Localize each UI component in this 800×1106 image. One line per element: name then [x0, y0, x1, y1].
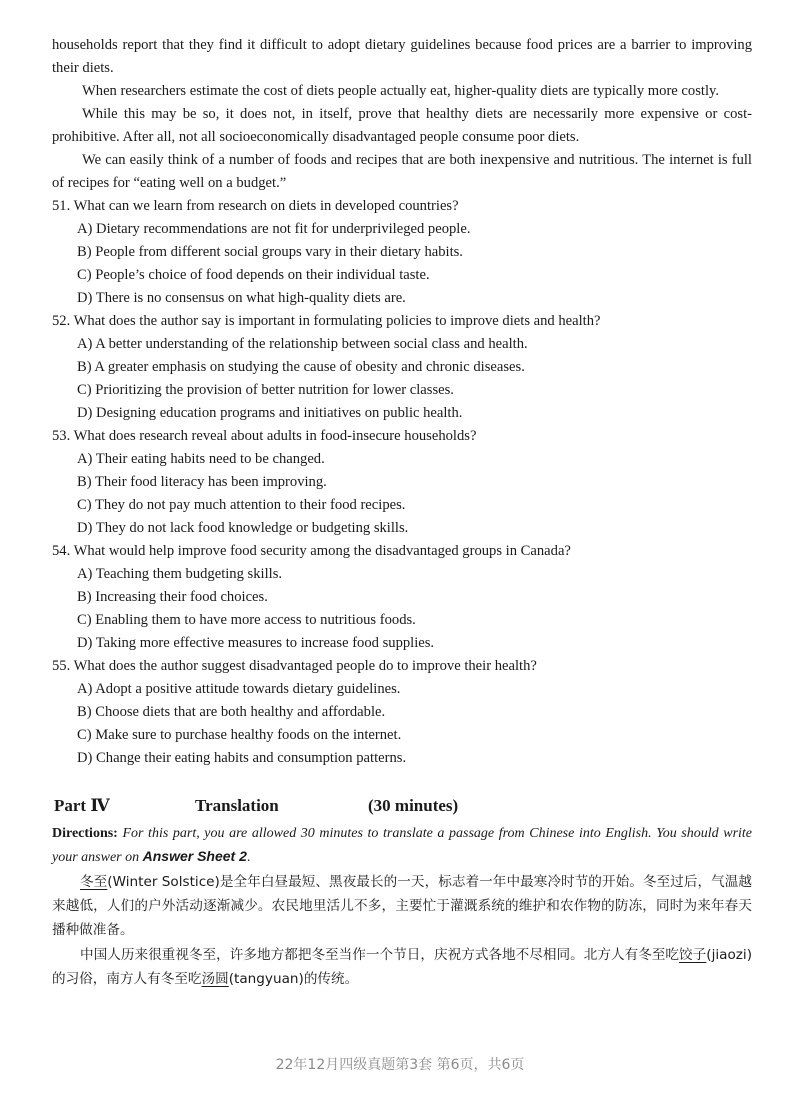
question-53 — [52, 425, 752, 540]
answer-option: D) Change their eating habits and consumption patterns. — [77, 750, 407, 766]
question-stem: 52. What does the author say is important in formulating policies to improve diets and health? — [52, 313, 601, 329]
passage-paragraph: We can easily think of a number of foods and recipes that are both inexpensive and nutritious. The internet is full of recipes for “eating well on a budget.” — [52, 152, 752, 191]
translation-text: (tangyuan)的传统。 — [228, 971, 359, 987]
answer-option: D) Taking more effective measures to increase food supplies. — [77, 635, 435, 651]
question-51 — [52, 195, 752, 310]
answer-option: A) Teaching them budgeting skills. — [77, 566, 283, 582]
answer-option: D) They do not lack food knowledge or budgeting skills. — [77, 520, 409, 536]
directions-text: For this part, you are allowed 30 minutes to translate a passage from Chinese into English. You should write your answer on — [52, 826, 753, 865]
translation-text: (jiaozi)的习俗，南方人有冬至吃 — [52, 947, 753, 987]
passage-paragraph: When researchers estimate the cost of diets people actually eat, higher-quality diets are typically more costly. — [82, 83, 719, 99]
passage-paragraph: While this may be so, it does not, in itself, prove that healthy diets are necessarily more expensive or cost-prohibitive. After all, not all socioeconomically disadvantaged people consume poor diets. — [52, 106, 752, 145]
answer-option: A) Their eating habits need to be changed. — [77, 451, 325, 467]
translation-text: 中国人历来很重视冬至，许多地方都把冬至当作一个节日，庆祝方式各地不尽相同。北方人有冬至吃 — [80, 947, 680, 963]
translation-paragraph — [52, 943, 752, 991]
underlined-term: 汤圆 — [201, 971, 229, 987]
reading-passage — [52, 34, 752, 195]
question-52 — [52, 310, 752, 425]
question-54 — [52, 540, 752, 655]
translation-paragraph — [52, 870, 752, 942]
answer-option: B) Increasing their food choices. — [77, 589, 268, 605]
directions-label: Directions: — [52, 826, 118, 841]
answer-option: C) Prioritizing the provision of better nutrition for lower classes. — [77, 382, 454, 398]
directions — [52, 822, 752, 869]
answer-option: D) There is no consensus on what high-quality diets are. — [77, 290, 406, 306]
question-55 — [52, 655, 752, 770]
question-stem: 53. What does research reveal about adults in food-insecure households? — [52, 428, 477, 444]
part-label: Part Ⅳ — [54, 796, 110, 815]
answer-option: A) Dietary recommendations are not fit for underprivileged people. — [77, 221, 471, 237]
answer-option: B) Their food literacy has been improving. — [77, 474, 327, 490]
answer-option: D) Designing education programs and initiatives on public health. — [77, 405, 463, 421]
passage-paragraph: households report that they find it difficult to adopt dietary guidelines because food prices are a barrier to improving their diets. — [52, 37, 752, 76]
answer-option: A) A better understanding of the relationship between social class and health. — [77, 336, 528, 352]
answer-option: A) Adopt a positive attitude towards dietary guidelines. — [77, 681, 401, 697]
page-footer: 22年12月四级真题第3套 第6页，共6页 — [275, 1057, 525, 1073]
question-stem: 51. What can we learn from research on diets in developed countries? — [52, 198, 459, 214]
underlined-term: 饺子 — [679, 947, 707, 963]
question-stem: 54. What would help improve food security among the disadvantaged groups in Canada? — [52, 543, 571, 559]
answer-option: C) People’s choice of food depends on their individual taste. — [77, 267, 430, 283]
answer-option: B) A greater emphasis on studying the cause of obesity and chronic diseases. — [77, 359, 525, 375]
question-stem: 55. What does the author suggest disadvantaged people do to improve their health? — [52, 658, 537, 674]
answer-option: B) People from different social groups vary in their dietary habits. — [77, 244, 463, 260]
answer-option: C) They do not pay much attention to their food recipes. — [77, 497, 406, 513]
underlined-term: 冬至 — [80, 874, 108, 890]
translation-text: (Winter Solstice)是全年白昼最短、黑夜最长的一天，标志着一年中最寒冷时节的开始。冬至过后，气温越来越低，人们的户外活动逐渐减少。农民地里活儿不多，主要忙于灌溉系统的维护和农作物的防冻，同时为来年春天播种做准备。 — [52, 874, 752, 938]
directions-end: . — [246, 850, 251, 865]
answer-sheet-ref: Answer Sheet 2 — [142, 848, 247, 864]
answer-option: C) Enabling them to have more access to nutritious foods. — [77, 612, 416, 628]
part-title: Translation — [195, 796, 279, 815]
exam-page — [52, 34, 752, 991]
part-time: (30 minutes) — [368, 796, 459, 815]
answer-option: B) Choose diets that are both healthy and affordable. — [77, 704, 386, 720]
part-heading — [52, 792, 752, 822]
answer-option: C) Make sure to purchase healthy foods on the internet. — [77, 727, 402, 743]
